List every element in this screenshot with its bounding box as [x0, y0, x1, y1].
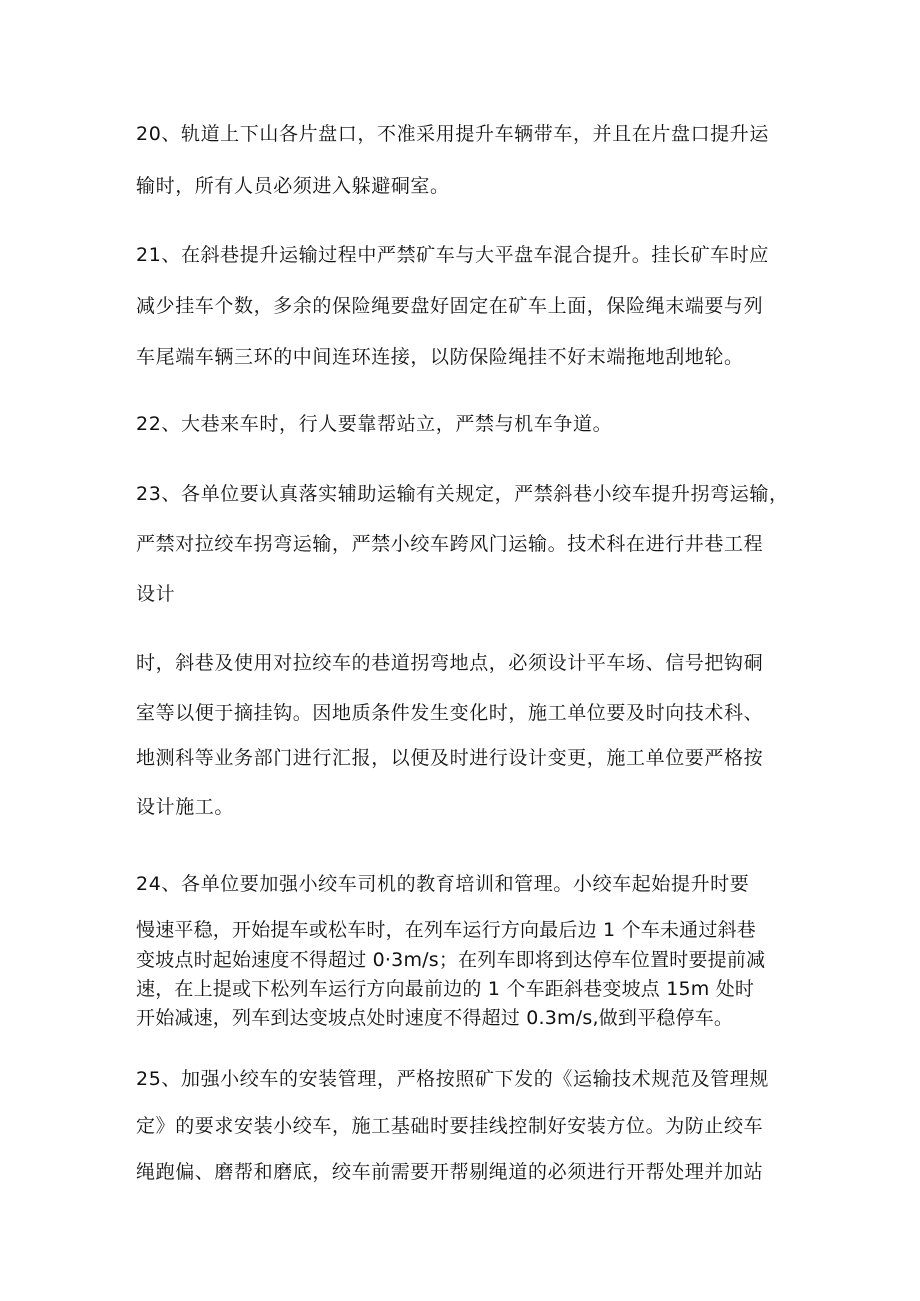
paragraph-line: 25、加强小绞车的安装管理，严格按照矿下发的《运输技术规范及管理规 — [136, 1068, 769, 1090]
paragraph-line: 设计 — [136, 583, 176, 605]
paragraph-line: 绳跑偏、磨帮和磨底，绞车前需要开帮剔绳道的必须进行开帮处理并加站 — [136, 1161, 764, 1183]
paragraph-line: 23、各单位要认真落实辅助运输有关规定，严禁斜巷小绞车提升拐弯运输， — [136, 483, 789, 505]
paragraph-line: 设计施工。 — [136, 796, 235, 818]
paragraph-line: 室等以便于摘挂钩。因地质条件发生变化时，施工单位要及时向技术科、 — [136, 702, 764, 724]
paragraph-line: 车尾端车辆三环的中间连环连接，以防保险绳挂不好末端拖地刮地轮。 — [136, 346, 744, 368]
paragraph-line: 严禁对拉绞车拐弯运输，严禁小绞车跨风门运输。技术科在进行井巷工程 — [136, 533, 764, 555]
paragraph-line: 慢速平稳，开始提车或松车时，在列车运行方向最后边 1 个车未通过斜巷 — [136, 919, 756, 941]
paragraph-line: 21、在斜巷提升运输过程中严禁矿车与大平盘车混合提升。挂长矿车时应 — [136, 244, 769, 266]
paragraph-line: 22、大巷来车时，行人要靠帮站立，严禁与机车争道。 — [136, 413, 613, 435]
paragraph-line: 速，在上提或下松列车运行方向最前边的 1 个车距斜巷变坡点 15m 处时 — [136, 978, 755, 1000]
paragraph-line: 时，斜巷及使用对拉绞车的巷道拐弯地点，必须设计平车场、信号把钩硐 — [136, 652, 764, 674]
paragraph-line: 24、各单位要加强小绞车司机的教育培训和管理。小绞车起始提升时要 — [136, 873, 750, 895]
paragraph-line: 地测科等业务部门进行汇报，以便及时进行设计变更，施工单位要严格按 — [136, 747, 764, 769]
paragraph-line: 减少挂车个数，多余的保险绳要盘好固定在矿车上面，保险绳末端要与列 — [136, 295, 764, 317]
paragraph-line: 20、轨道上下山各片盘口，不准采用提升车辆带车，并且在片盘口提升运 — [136, 123, 769, 145]
paragraph-line: 变坡点时起始速度不得超过 0·3m∕s；在列车即将到达停车位置时要提前减 — [136, 949, 766, 971]
paragraph-line: 定》的要求安装小绞车，施工基础时要挂线控制好安装方位。为防止绞车 — [136, 1115, 764, 1137]
paragraph-line: 开始减速，列车到达变坡点处时速度不得超过 0.3m∕s,做到平稳停车。 — [136, 1007, 734, 1029]
paragraph-line: 输时，所有人员必须进入躲避硐室。 — [136, 175, 450, 197]
